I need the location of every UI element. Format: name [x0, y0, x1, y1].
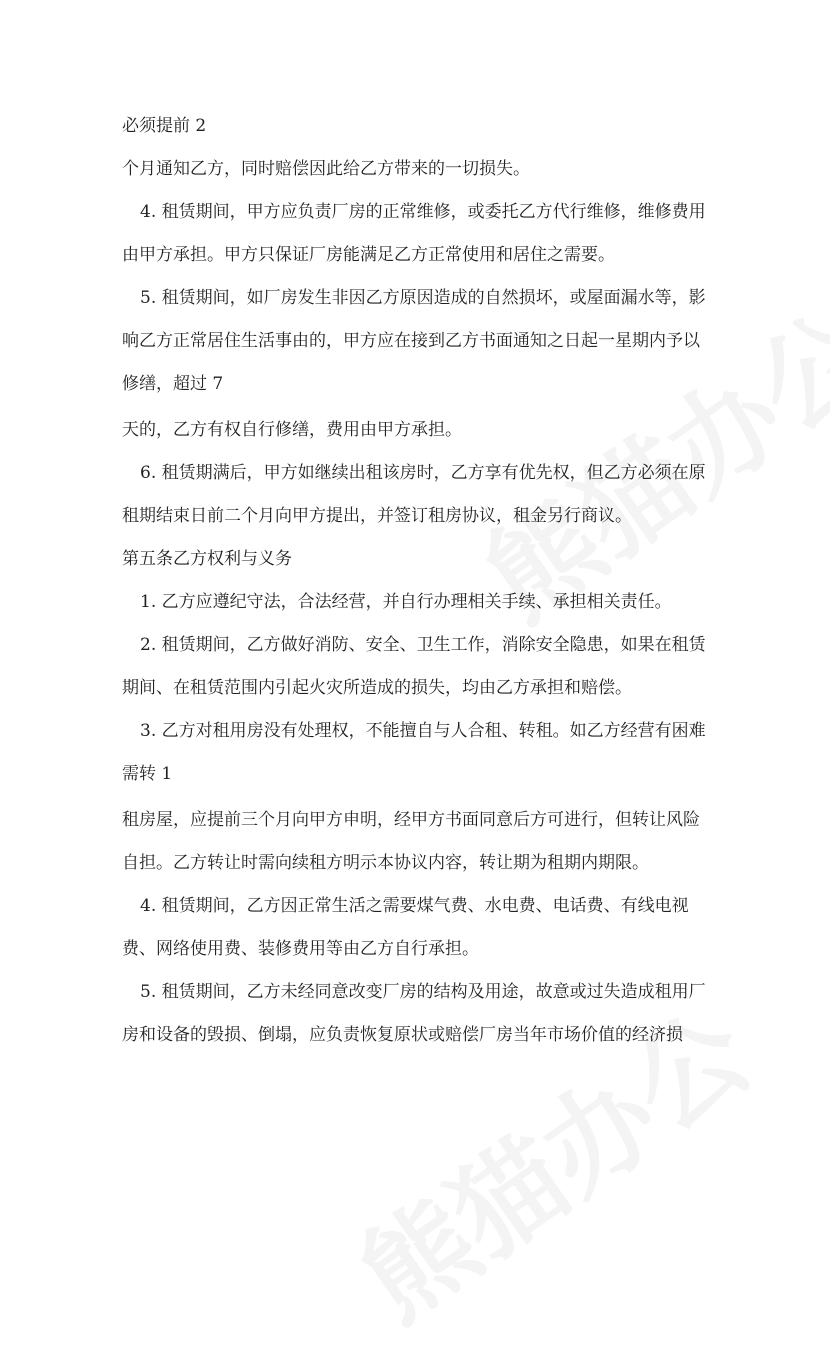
- text-line: 3. 乙方对租用房没有处理权，不能擅自与人合租、转租。如乙方经营有困难: [140, 721, 706, 741]
- text-line: 需转 1: [122, 764, 173, 784]
- text-line: 房和设备的毁损、倒塌，应负责恢复原状或赔偿厂房当年市场价值的经济损: [122, 1025, 683, 1045]
- section-heading: 第五条乙方权利与义务: [122, 549, 292, 569]
- text-line: 个月通知乙方，同时赔偿因此给乙方带来的一切损失。: [122, 159, 530, 179]
- text-line: 响乙方正常居住生活事由的，甲方应在接到乙方书面通知之日起一星期内予以: [122, 331, 700, 351]
- text-line: 修缮，超过 7: [122, 374, 224, 394]
- text-line: 必须提前 2: [122, 116, 207, 136]
- text-line: 费、网络使用费、装修费用等由乙方自行承担。: [122, 939, 479, 959]
- text-line: 4. 租赁期间，乙方因正常生活之需要煤气费、水电费、电话费、有线电视: [140, 896, 689, 916]
- text-line: 租期结束日前二个月向甲方提出，并签订租房协议，租金另行商议。: [122, 506, 632, 526]
- text-line: 2. 租赁期间，乙方做好消防、安全、卫生工作，消除安全隐患，如果在租赁: [140, 635, 706, 655]
- text-line: 4. 租赁期间，甲方应负责厂房的正常维修，或委托乙方代行维修，维修费用: [140, 202, 706, 222]
- text-line: 期间、在租赁范围内引起火灾所造成的损失，均由乙方承担和赔偿。: [122, 678, 632, 698]
- text-line: 6. 租赁期满后，甲方如继续出租该房时，乙方享有优先权，但乙方必须在原: [140, 463, 706, 483]
- text-line: 由甲方承担。甲方只保证厂房能满足乙方正常使用和居住之需要。: [122, 245, 615, 265]
- text-line: 自担。乙方转让时需向续租方明示本协议内容，转让期为租期内期限。: [122, 853, 649, 873]
- text-line: 5. 租赁期间，乙方未经同意改变厂房的结构及用途，故意或过失造成租用厂: [140, 982, 706, 1002]
- text-line: 租房屋，应提前三个月向甲方申明，经甲方书面同意后方可进行，但转让风险: [122, 810, 700, 830]
- text-line: 1. 乙方应遵纪守法，合法经营，并自行办理相关手续、承担相关责任。: [140, 592, 672, 612]
- text-line: 天的，乙方有权自行修缮，费用由甲方承担。: [122, 420, 462, 440]
- text-line: 5. 租赁期间，如厂房发生非因乙方原因造成的自然损坏，或屋面漏水等，影: [140, 288, 706, 308]
